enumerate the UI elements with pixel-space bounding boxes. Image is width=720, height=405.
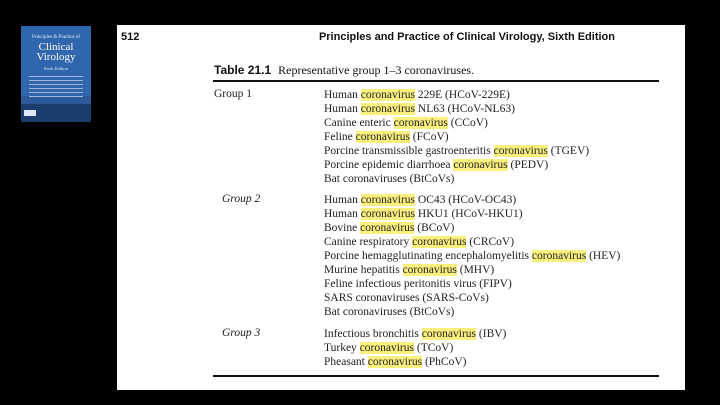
document-page: [117, 25, 685, 390]
group-2-label: Group 2: [222, 193, 261, 205]
table-row: Porcine epidemic diarrhoea coronavirus (PEDV): [324, 159, 549, 171]
table-row: Human coronavirus NL63 (HCoV-NL63): [324, 103, 515, 115]
table-row: Murine hepatitis coronavirus (MHV): [324, 264, 495, 276]
table-label: Table 21.1: [214, 63, 272, 77]
group-1-label: Group 1: [214, 88, 253, 100]
table-row: Bat coronaviruses (BtCoVs): [324, 306, 455, 318]
table-row: Porcine hemagglutinating encephalomyelitis coronavirus (HEV): [324, 250, 621, 262]
table-row: Bat coronaviruses (BtCoVs): [324, 173, 455, 185]
cover-series: Principles & Practice of: [32, 35, 80, 40]
cover-author-lines: [29, 76, 83, 98]
cover-title-line1: Clinical: [38, 41, 74, 53]
running-title: Principles and Practice of Clinical Virology, Sixth Edition: [318, 31, 615, 43]
table-row: Human coronavirus OC43 (HCoV-OC43): [324, 194, 517, 206]
table-caption-text: Representative group 1–3 coronaviruses.: [278, 63, 475, 77]
table-row: Canine enteric coronavirus (CCoV): [324, 117, 488, 129]
publisher-logo-icon: [24, 110, 36, 116]
cover-title: [23, 42, 89, 62]
table-top-rule: [213, 80, 659, 82]
table-row: Canine respiratory coronavirus (CRCoV): [324, 236, 515, 248]
table-row: Pheasant coronavirus (PhCoV): [324, 356, 467, 368]
table-row: Feline infectious peritonitis virus (FIPV): [324, 278, 512, 290]
table-row: Human coronavirus HKU1 (HCoV-HKU1): [324, 208, 523, 220]
book-cover-thumbnail[interactable]: [21, 26, 91, 122]
table-row: Human coronavirus 229E (HCoV-229E): [324, 89, 510, 101]
cover-edition: Sixth Edition: [44, 66, 68, 71]
table-row: Porcine transmissible gastroenteritis coronavirus (TGEV): [324, 145, 590, 157]
table-row: Turkey coronavirus (TCoV): [324, 342, 454, 354]
page-number: 512: [121, 31, 140, 43]
table-row: Feline coronavirus (FCoV): [324, 131, 449, 143]
table-row: Bovine coronavirus (BCoV): [324, 222, 455, 234]
table-row: SARS coronaviruses (SARS-CoVs): [324, 292, 489, 304]
group-3-label: Group 3: [222, 327, 261, 339]
table-bottom-rule: [213, 375, 659, 377]
table-row: Infectious bronchitis coronavirus (IBV): [324, 328, 507, 340]
cover-title-line2: Virology: [36, 51, 76, 63]
table-caption: [214, 63, 474, 78]
